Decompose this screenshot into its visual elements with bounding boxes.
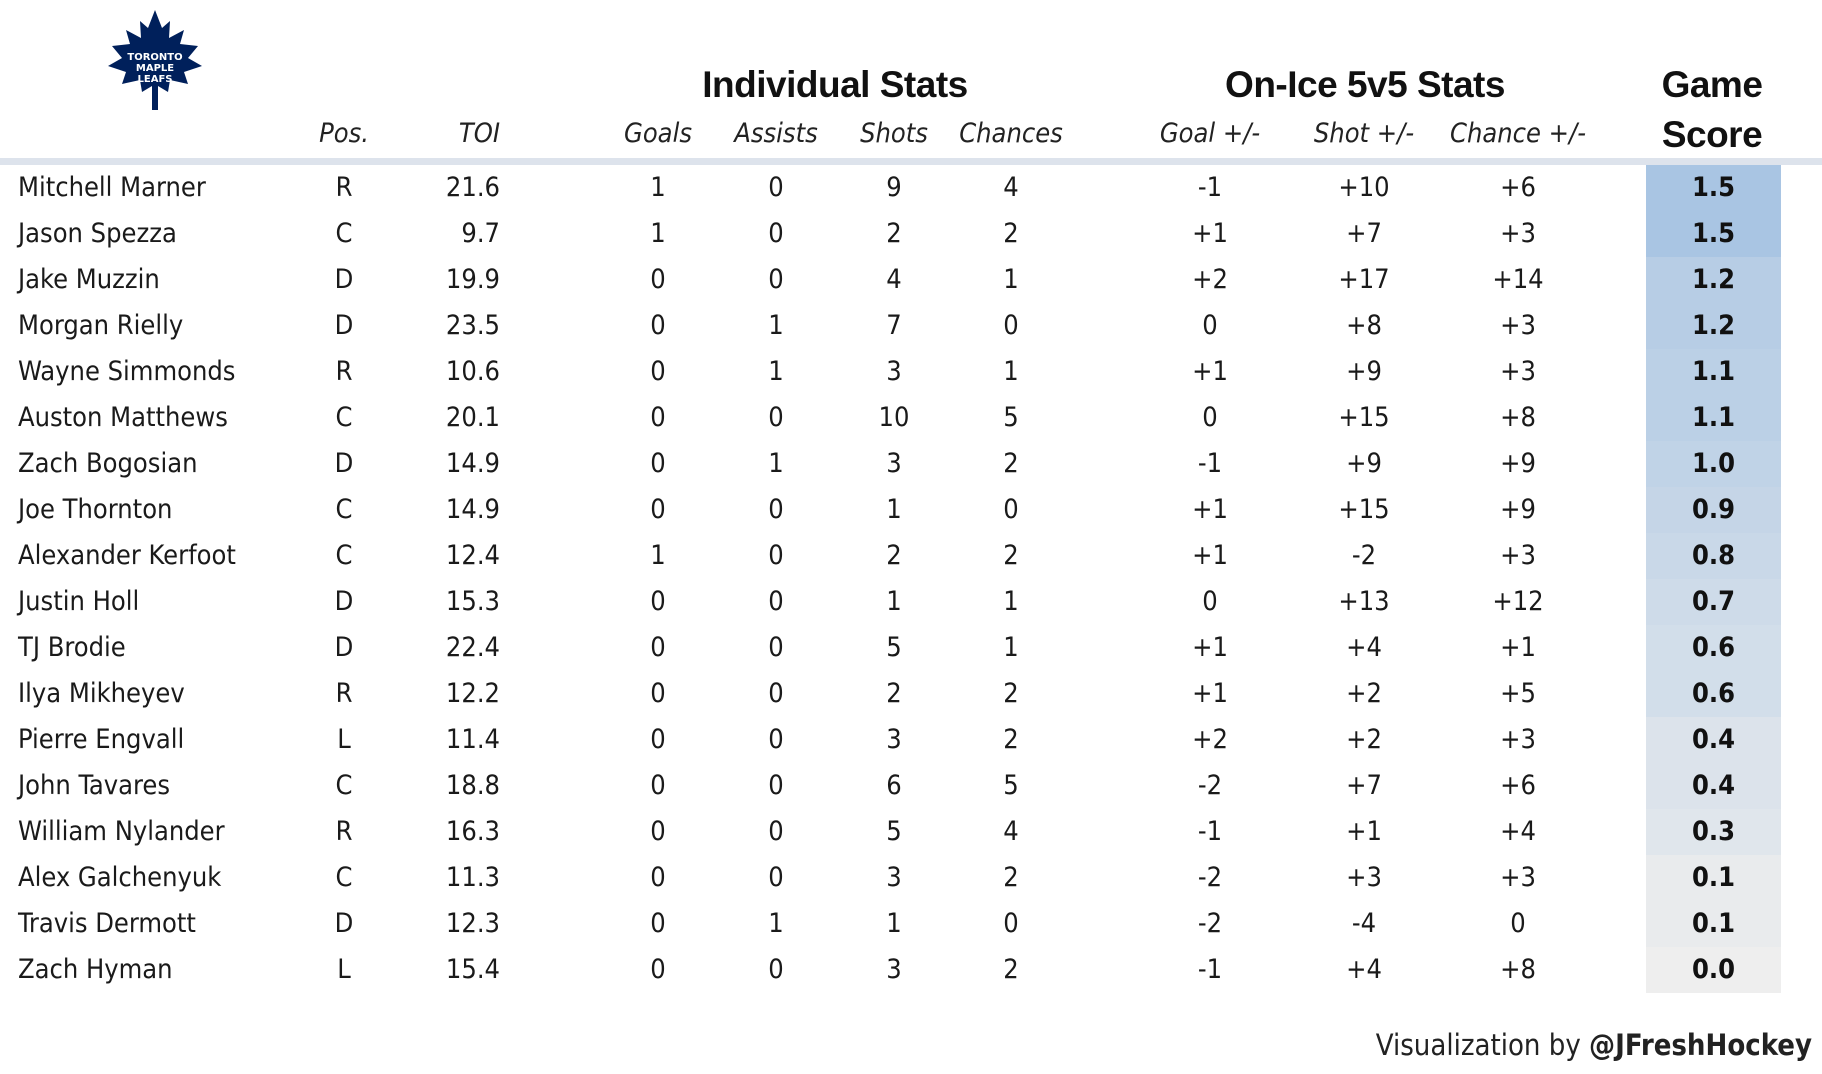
- table-row: [0, 901, 1822, 947]
- col-header-assists: Assists: [734, 118, 818, 149]
- cell-goal-pm: +2: [1192, 264, 1228, 295]
- table-row: [0, 441, 1822, 487]
- cell-goals: 0: [650, 448, 666, 479]
- cell-shots: 5: [886, 632, 902, 663]
- cell-chance-pm: +8: [1500, 954, 1536, 985]
- cell-toi: 10.6: [445, 356, 500, 387]
- cell-goals: 0: [650, 816, 666, 847]
- cell-assists: 1: [768, 908, 784, 939]
- cell-game-score: 0.1: [1646, 855, 1781, 901]
- col-header-goal-pm: Goal +/-: [1159, 118, 1261, 149]
- cell-assists: 0: [768, 172, 784, 203]
- cell-game-score: 0.9: [1646, 487, 1781, 533]
- cell-name: Ilya Mikheyev: [18, 678, 185, 709]
- col-header-shot-pm: Shot +/-: [1313, 118, 1415, 149]
- cell-goals: 1: [650, 540, 666, 571]
- cell-chance-pm: +3: [1500, 356, 1536, 387]
- cell-name: Wayne Simmonds: [18, 356, 236, 387]
- cell-pos: R: [335, 678, 353, 709]
- cell-game-score: 0.4: [1646, 763, 1781, 809]
- cell-assists: 0: [768, 264, 784, 295]
- cell-goal-pm: +1: [1192, 540, 1228, 571]
- cell-assists: 1: [768, 448, 784, 479]
- cell-chances: 2: [1003, 218, 1019, 249]
- cell-shots: 7: [886, 310, 902, 341]
- col-header-chance-pm: Chance +/-: [1450, 118, 1586, 149]
- cell-shot-pm: +8: [1346, 310, 1382, 341]
- cell-game-score: 0.7: [1646, 579, 1781, 625]
- cell-assists: 0: [768, 586, 784, 617]
- cell-pos: D: [334, 310, 354, 341]
- cell-chances: 2: [1003, 448, 1019, 479]
- table-row: [0, 533, 1822, 579]
- logo-text-1: TORONTO: [127, 52, 183, 63]
- cell-game-score: 1.1: [1646, 349, 1781, 395]
- cell-pos: L: [337, 724, 351, 755]
- table-row: [0, 671, 1822, 717]
- cell-chance-pm: +3: [1500, 724, 1536, 755]
- cell-shots: 4: [886, 264, 902, 295]
- cell-chance-pm: +12: [1492, 586, 1544, 617]
- cell-shots: 2: [886, 540, 902, 571]
- logo-text-2: MAPLE: [135, 63, 175, 74]
- cell-goals: 0: [650, 678, 666, 709]
- cell-toi: 9.7: [461, 218, 500, 249]
- cell-shot-pm: +9: [1346, 356, 1382, 387]
- cell-goal-pm: +2: [1192, 724, 1228, 755]
- cell-goal-pm: -2: [1197, 908, 1223, 939]
- cell-shots: 3: [886, 448, 902, 479]
- cell-toi: 23.5: [445, 310, 500, 341]
- cell-shot-pm: +1: [1346, 816, 1382, 847]
- cell-toi: 12.4: [445, 540, 500, 571]
- cell-game-score: 0.6: [1646, 671, 1781, 717]
- cell-pos: C: [335, 862, 353, 893]
- cell-pos: D: [334, 448, 354, 479]
- cell-assists: 0: [768, 218, 784, 249]
- table-row: [0, 395, 1822, 441]
- cell-shot-pm: +7: [1346, 770, 1382, 801]
- cell-assists: 0: [768, 954, 784, 985]
- table-row: [0, 349, 1822, 395]
- cell-pos: R: [335, 172, 353, 203]
- cell-goal-pm: -2: [1197, 770, 1223, 801]
- cell-toi: 21.6: [445, 172, 500, 203]
- cell-pos: C: [335, 540, 353, 571]
- cell-goals: 0: [650, 908, 666, 939]
- credit-line: [1376, 1024, 1812, 1066]
- cell-shots: 5: [886, 816, 902, 847]
- cell-goal-pm: -1: [1197, 816, 1223, 847]
- cell-pos: C: [335, 770, 353, 801]
- cell-assists: 0: [768, 402, 784, 433]
- table-row: [0, 579, 1822, 625]
- cell-name: William Nylander: [18, 816, 225, 847]
- cell-goal-pm: 0: [1202, 586, 1218, 617]
- cell-chances: 4: [1003, 816, 1019, 847]
- cell-shot-pm: +17: [1338, 264, 1390, 295]
- cell-toi: 15.4: [445, 954, 500, 985]
- cell-shot-pm: +7: [1346, 218, 1382, 249]
- table-row: [0, 947, 1822, 993]
- cell-chance-pm: +9: [1500, 448, 1536, 479]
- cell-chance-pm: +3: [1500, 218, 1536, 249]
- col-header-goals: Goals: [624, 118, 692, 149]
- table-row: [0, 165, 1822, 211]
- cell-shot-pm: +2: [1346, 724, 1382, 755]
- cell-chance-pm: +9: [1500, 494, 1536, 525]
- cell-chances: 5: [1003, 402, 1019, 433]
- cell-name: Justin Holl: [18, 586, 140, 617]
- cell-name: Jason Spezza: [18, 218, 177, 249]
- cell-assists: 0: [768, 678, 784, 709]
- cell-chances: 2: [1003, 954, 1019, 985]
- cell-chances: 2: [1003, 862, 1019, 893]
- cell-goals: 0: [650, 862, 666, 893]
- cell-toi: 15.3: [445, 586, 500, 617]
- cell-pos: D: [334, 264, 354, 295]
- cell-shots: 1: [886, 494, 902, 525]
- cell-pos: D: [334, 632, 354, 663]
- col-header-shots: Shots: [860, 118, 928, 149]
- cell-name: Jake Muzzin: [18, 264, 160, 295]
- cell-assists: 0: [768, 770, 784, 801]
- cell-chances: 1: [1003, 632, 1019, 663]
- cell-name: Pierre Engvall: [18, 724, 185, 755]
- cell-goal-pm: +1: [1192, 632, 1228, 663]
- cell-chance-pm: 0: [1510, 908, 1526, 939]
- cell-toi: 11.4: [445, 724, 500, 755]
- maple-leafs-logo: [108, 8, 203, 112]
- cell-shot-pm: +15: [1338, 402, 1390, 433]
- cell-game-score: 0.4: [1646, 717, 1781, 763]
- cell-game-score: 1.2: [1646, 303, 1781, 349]
- cell-game-score: 0.3: [1646, 809, 1781, 855]
- cell-assists: 0: [768, 724, 784, 755]
- cell-game-score: 0.0: [1646, 947, 1781, 993]
- cell-goal-pm: 0: [1202, 310, 1218, 341]
- logo-text-3: LEAFS: [137, 74, 173, 85]
- cell-shots: 3: [886, 356, 902, 387]
- cell-name: John Tavares: [18, 770, 171, 801]
- header-divider: [0, 158, 1822, 165]
- cell-shots: 3: [886, 724, 902, 755]
- cell-pos: R: [335, 816, 353, 847]
- cell-chance-pm: +1: [1500, 632, 1536, 663]
- table-row: [0, 717, 1822, 763]
- cell-game-score: 1.1: [1646, 395, 1781, 441]
- table-row: [0, 257, 1822, 303]
- cell-toi: 18.8: [445, 770, 500, 801]
- cell-chances: 1: [1003, 586, 1019, 617]
- cell-shot-pm: -4: [1351, 908, 1377, 939]
- cell-goals: 0: [650, 494, 666, 525]
- cell-goals: 0: [650, 586, 666, 617]
- cell-assists: 0: [768, 862, 784, 893]
- cell-shot-pm: +2: [1346, 678, 1382, 709]
- cell-toi: 12.2: [445, 678, 500, 709]
- cell-goals: 0: [650, 264, 666, 295]
- cell-assists: 0: [768, 494, 784, 525]
- cell-name: Joe Thornton: [18, 494, 173, 525]
- cell-game-score: 1.2: [1646, 257, 1781, 303]
- cell-chance-pm: +6: [1500, 172, 1536, 203]
- table-row: [0, 809, 1822, 855]
- cell-chances: 2: [1003, 678, 1019, 709]
- cell-goal-pm: +1: [1192, 494, 1228, 525]
- cell-goals: 0: [650, 310, 666, 341]
- cell-goal-pm: +1: [1192, 218, 1228, 249]
- cell-chances: 1: [1003, 356, 1019, 387]
- cell-shots: 2: [886, 218, 902, 249]
- cell-shots: 3: [886, 862, 902, 893]
- cell-shots: 1: [886, 586, 902, 617]
- cell-name: Alexander Kerfoot: [18, 540, 236, 571]
- table-row: [0, 211, 1822, 257]
- cell-chances: 0: [1003, 310, 1019, 341]
- cell-pos: D: [334, 908, 354, 939]
- table-row: [0, 303, 1822, 349]
- cell-chance-pm: +14: [1492, 264, 1544, 295]
- cell-toi: 22.4: [445, 632, 500, 663]
- cell-goals: 0: [650, 632, 666, 663]
- cell-shots: 3: [886, 954, 902, 985]
- cell-shots: 9: [886, 172, 902, 203]
- cell-name: Zach Hyman: [18, 954, 173, 985]
- cell-toi: 14.9: [445, 448, 500, 479]
- table-row: [0, 625, 1822, 671]
- cell-pos: C: [335, 218, 353, 249]
- cell-goals: 1: [650, 172, 666, 203]
- cell-chance-pm: +3: [1500, 540, 1536, 571]
- cell-chance-pm: +3: [1500, 862, 1536, 893]
- cell-name: Travis Dermott: [18, 908, 196, 939]
- cell-shot-pm: +3: [1346, 862, 1382, 893]
- individual-stats-heading: Individual Stats: [702, 64, 968, 105]
- cell-chance-pm: +4: [1500, 816, 1536, 847]
- cell-name: Morgan Rielly: [18, 310, 184, 341]
- cell-game-score: 0.8: [1646, 533, 1781, 579]
- cell-chances: 0: [1003, 908, 1019, 939]
- cell-assists: 0: [768, 632, 784, 663]
- onice-stats-heading: On-Ice 5v5 Stats: [1225, 64, 1505, 105]
- cell-name: Alex Galchenyuk: [18, 862, 222, 893]
- cell-game-score: 1.5: [1646, 165, 1781, 211]
- cell-chance-pm: +8: [1500, 402, 1536, 433]
- cell-chances: 2: [1003, 540, 1019, 571]
- cell-chances: 5: [1003, 770, 1019, 801]
- cell-chance-pm: +6: [1500, 770, 1536, 801]
- cell-toi: 16.3: [445, 816, 500, 847]
- cell-chances: 1: [1003, 264, 1019, 295]
- credit-handle: @JFreshHockey: [1589, 1028, 1812, 1062]
- cell-pos: R: [335, 356, 353, 387]
- cell-name: TJ Brodie: [18, 632, 126, 663]
- cell-shots: 10: [878, 402, 910, 433]
- cell-toi: 19.9: [445, 264, 500, 295]
- cell-goal-pm: -1: [1197, 448, 1223, 479]
- cell-goal-pm: 0: [1202, 402, 1218, 433]
- cell-chances: 0: [1003, 494, 1019, 525]
- table-row: [0, 855, 1822, 901]
- cell-toi: 14.9: [445, 494, 500, 525]
- cell-goal-pm: -2: [1197, 862, 1223, 893]
- cell-goal-pm: -1: [1197, 954, 1223, 985]
- cell-goals: 1: [650, 218, 666, 249]
- game-score-heading: Game Score: [1661, 64, 1763, 155]
- cell-shots: 2: [886, 678, 902, 709]
- cell-game-score: 0.6: [1646, 625, 1781, 671]
- cell-toi: 12.3: [445, 908, 500, 939]
- cell-assists: 0: [768, 816, 784, 847]
- cell-shot-pm: +13: [1338, 586, 1390, 617]
- cell-pos: L: [337, 954, 351, 985]
- cell-game-score: 1.0: [1646, 441, 1781, 487]
- cell-shot-pm: +9: [1346, 448, 1382, 479]
- table-row: [0, 487, 1822, 533]
- cell-assists: 1: [768, 310, 784, 341]
- cell-goal-pm: +1: [1192, 356, 1228, 387]
- col-header-pos: Pos.: [319, 118, 369, 149]
- cell-shot-pm: -2: [1351, 540, 1377, 571]
- cell-game-score: 1.5: [1646, 211, 1781, 257]
- cell-goal-pm: -1: [1197, 172, 1223, 203]
- cell-game-score: 0.1: [1646, 901, 1781, 947]
- cell-toi: 11.3: [445, 862, 500, 893]
- col-header-toi: TOI: [458, 118, 500, 149]
- cell-name: Mitchell Marner: [18, 172, 206, 203]
- credit-prefix: Visualization by: [1375, 1028, 1590, 1062]
- cell-name: Zach Bogosian: [18, 448, 198, 479]
- cell-shot-pm: +4: [1346, 954, 1382, 985]
- cell-pos: D: [334, 586, 354, 617]
- col-header-chances: Chances: [959, 118, 1063, 149]
- cell-shots: 1: [886, 908, 902, 939]
- cell-goal-pm: +1: [1192, 678, 1228, 709]
- cell-name: Auston Matthews: [18, 402, 228, 433]
- cell-chances: 4: [1003, 172, 1019, 203]
- cell-goals: 0: [650, 356, 666, 387]
- cell-goals: 0: [650, 770, 666, 801]
- cell-goals: 0: [650, 402, 666, 433]
- cell-goals: 0: [650, 724, 666, 755]
- table-row: [0, 763, 1822, 809]
- cell-shot-pm: +10: [1338, 172, 1390, 203]
- cell-shot-pm: +4: [1346, 632, 1382, 663]
- cell-chances: 2: [1003, 724, 1019, 755]
- cell-shot-pm: +15: [1338, 494, 1390, 525]
- cell-pos: C: [335, 494, 353, 525]
- cell-goals: 0: [650, 954, 666, 985]
- cell-assists: 1: [768, 356, 784, 387]
- cell-shots: 6: [886, 770, 902, 801]
- cell-assists: 0: [768, 540, 784, 571]
- cell-chance-pm: +5: [1500, 678, 1536, 709]
- cell-pos: C: [335, 402, 353, 433]
- cell-toi: 20.1: [445, 402, 500, 433]
- cell-chance-pm: +3: [1500, 310, 1536, 341]
